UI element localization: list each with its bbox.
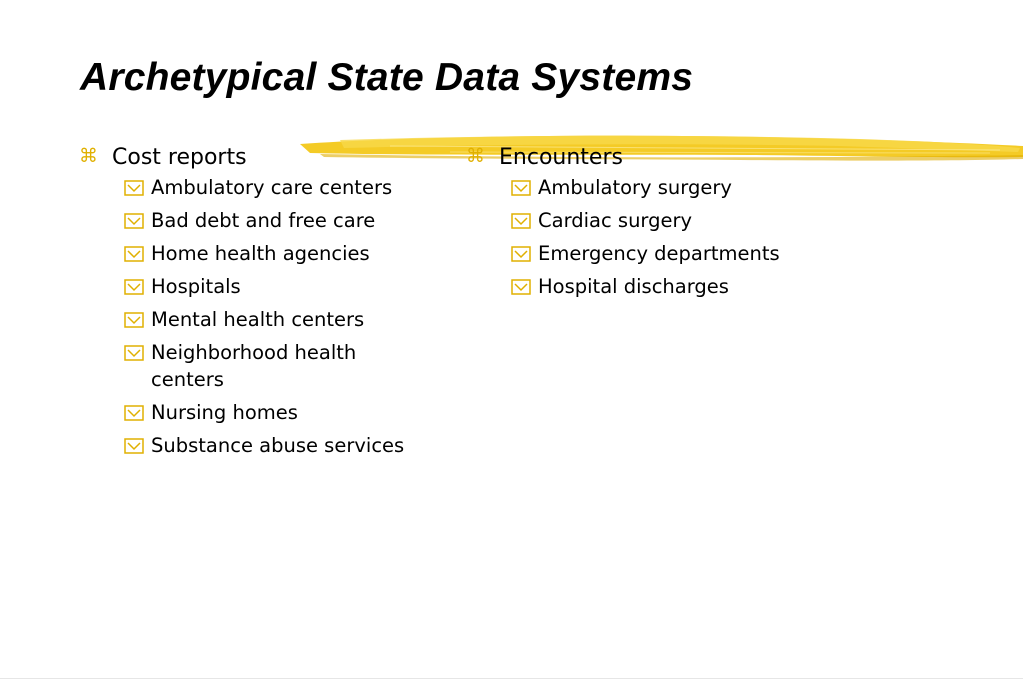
list-item-label: Emergency departments (538, 242, 780, 265)
list-item (511, 273, 866, 300)
command-key-icon: ⌘ (79, 145, 98, 167)
checkbox-check-icon (511, 279, 531, 295)
checkbox-check-icon (511, 246, 531, 262)
checkbox-check-icon (124, 438, 144, 454)
list-item-label: Nursing homes (151, 401, 298, 424)
list-item (511, 174, 866, 201)
list-item (124, 207, 439, 234)
list-item (124, 174, 439, 201)
main-bullet-label: Cost reports (112, 145, 247, 170)
list-item (124, 273, 439, 300)
list-item-label: Ambulatory care centers (151, 176, 393, 199)
main-bullet-item (466, 141, 866, 174)
checkbox-check-icon (124, 405, 144, 421)
list-item (124, 432, 439, 459)
list-item-label: Hospitals (151, 275, 241, 298)
list-item-label: Hospital discharges (538, 275, 729, 298)
list-item-label: Ambulatory surgery (538, 176, 732, 199)
main-bullet-label: Encounters (499, 145, 623, 170)
checkbox-check-icon (124, 312, 144, 328)
list-item (124, 240, 439, 267)
list-item (511, 240, 866, 267)
footer-divider (0, 678, 1023, 679)
list-item-label: Substance abuse services (151, 434, 405, 457)
checkbox-check-icon (511, 180, 531, 196)
column-cost-reports (79, 141, 439, 465)
list-item (124, 339, 391, 393)
sub-bullet-list (466, 174, 866, 300)
list-item (124, 306, 439, 333)
command-key-icon: ⌘ (466, 145, 485, 167)
checkbox-check-icon (124, 180, 144, 196)
list-item-label: Mental health centers (151, 308, 365, 331)
list-item (511, 207, 866, 234)
list-item-label: Cardiac surgery (538, 209, 693, 232)
list-item-label: Bad debt and free care (151, 209, 376, 232)
checkbox-check-icon (124, 279, 144, 295)
list-item-label: Home health agencies (151, 242, 370, 265)
column-encounters (466, 141, 866, 306)
checkbox-check-icon (124, 345, 144, 361)
list-item (124, 399, 439, 426)
checkbox-check-icon (124, 213, 144, 229)
checkbox-check-icon (511, 213, 531, 229)
checkbox-check-icon (124, 246, 144, 262)
sub-bullet-list (79, 174, 439, 459)
main-bullet-item (79, 141, 439, 174)
slide-title: Archetypical State Data Systems (80, 56, 694, 99)
list-item-label: Neighborhood health centers (151, 341, 357, 391)
